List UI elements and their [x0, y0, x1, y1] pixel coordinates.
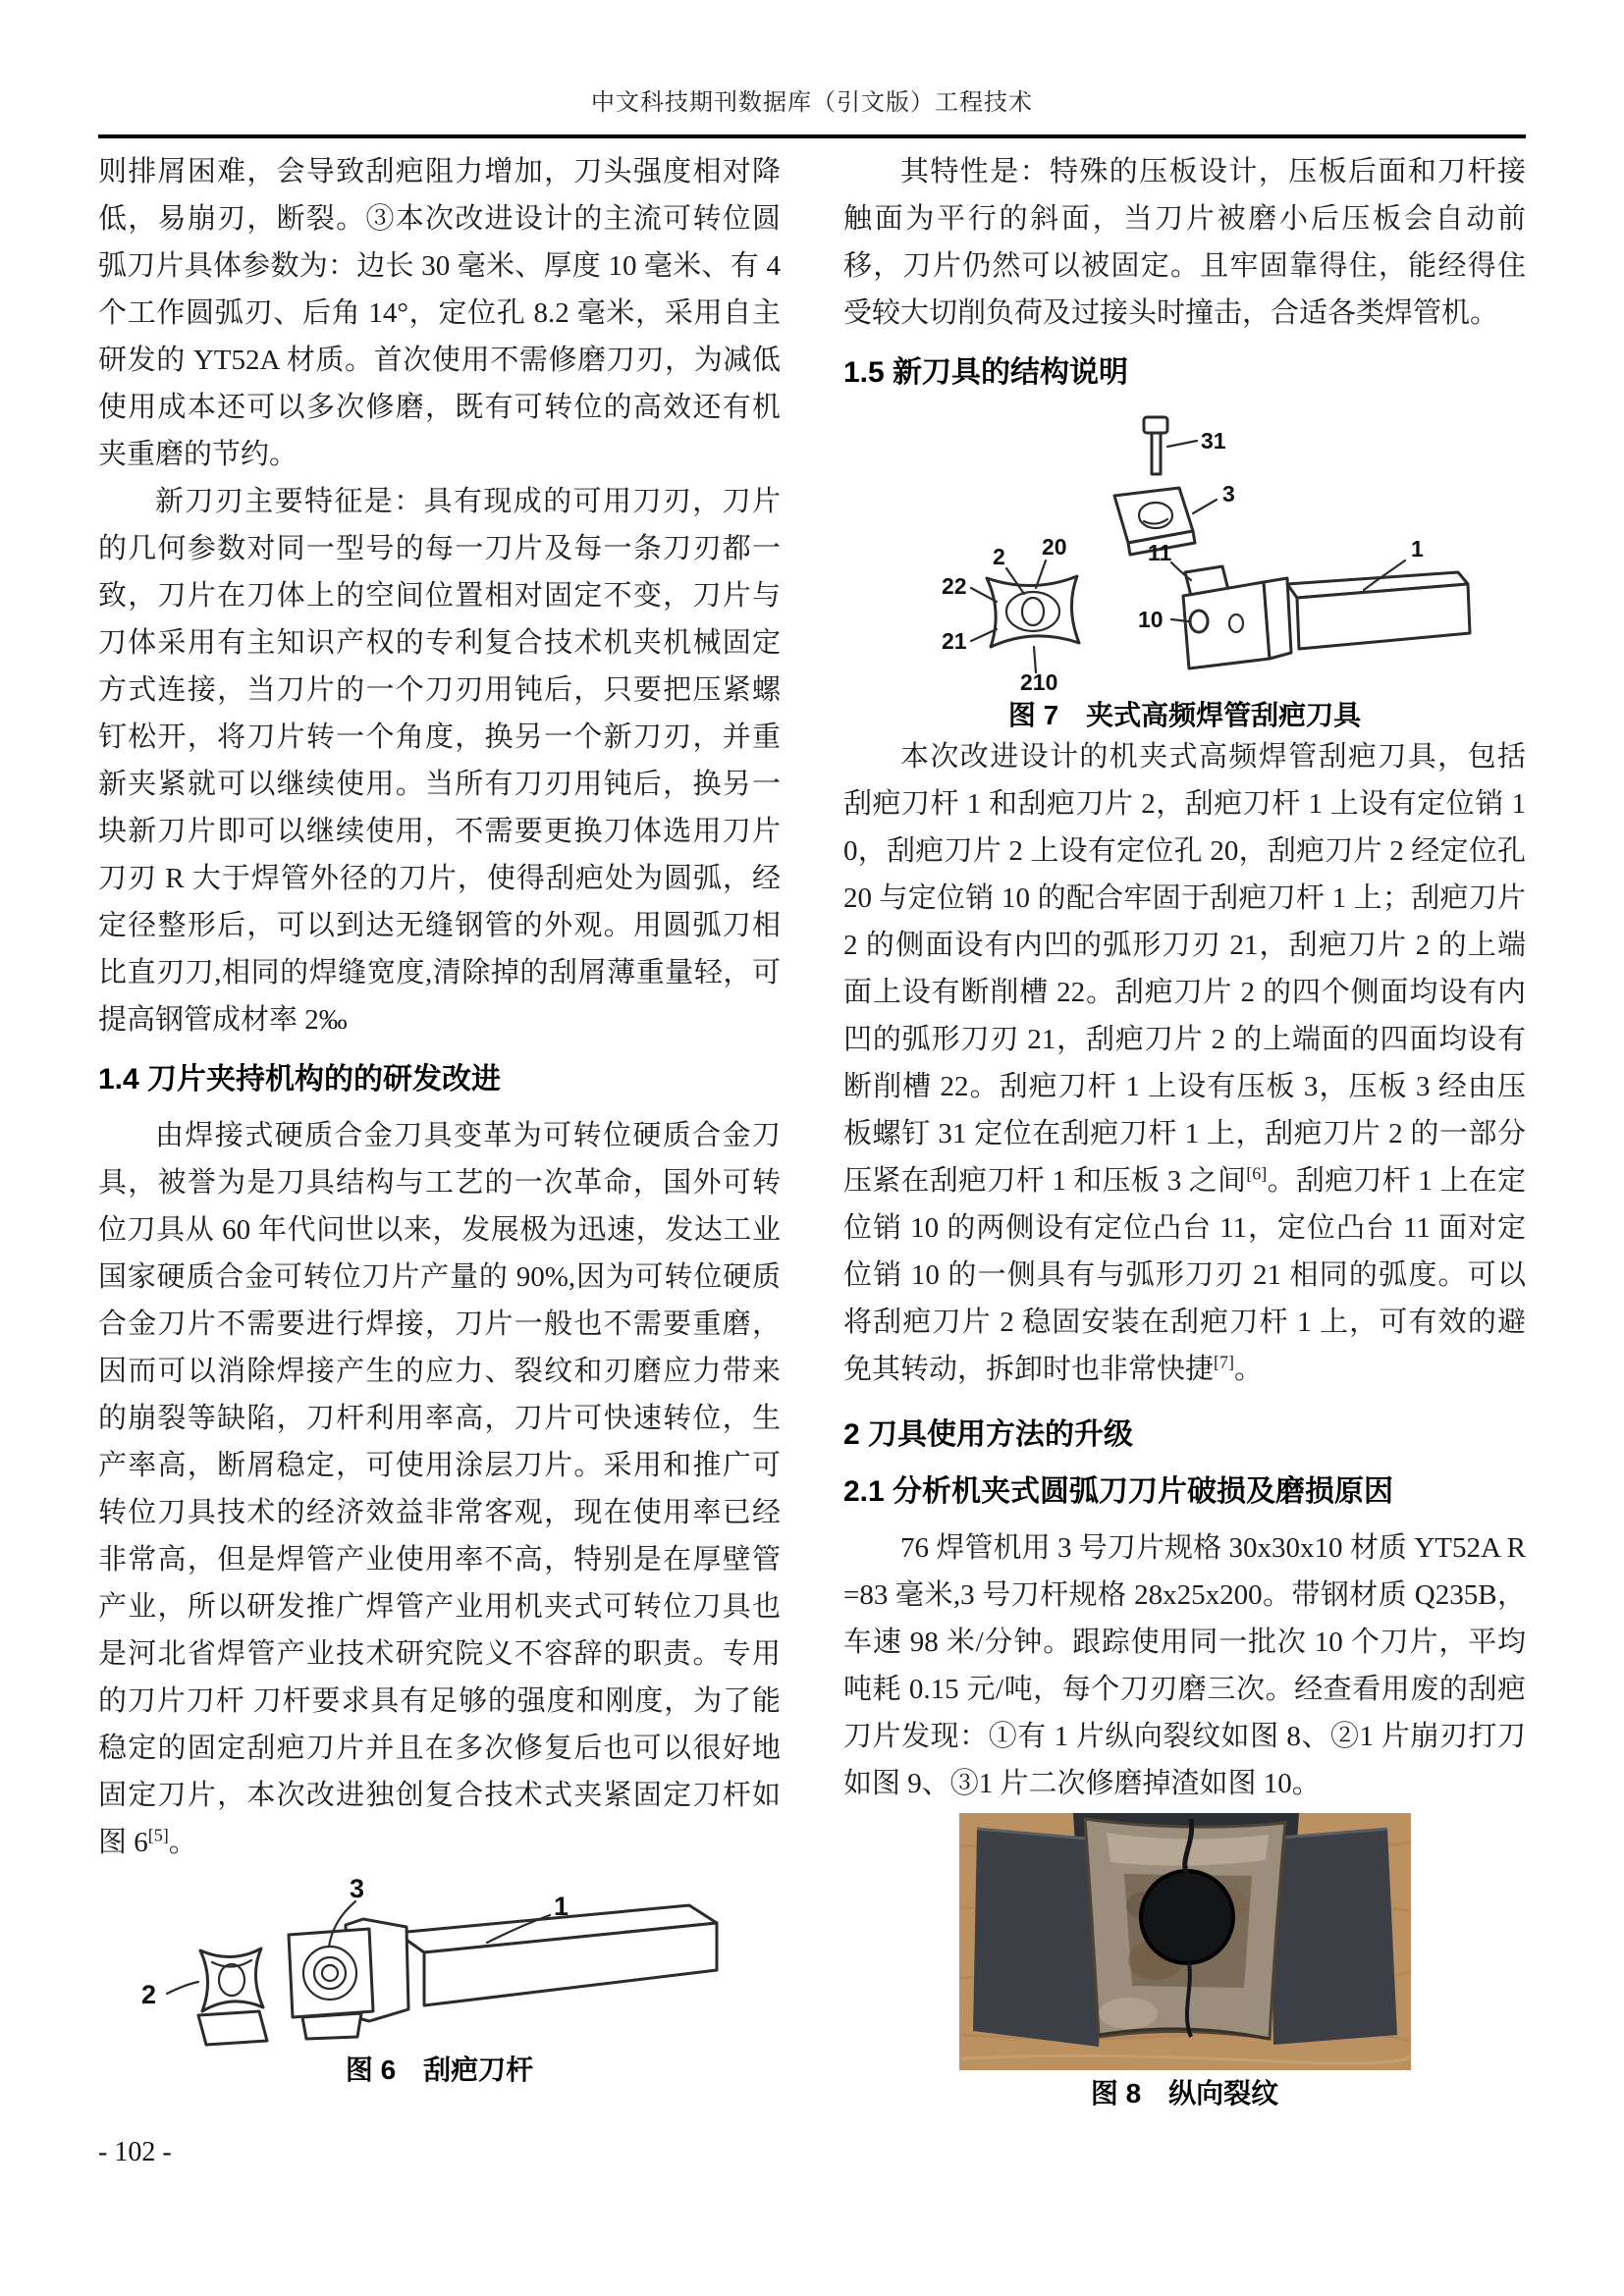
- header-rule: [98, 134, 1526, 138]
- fig6-insert-seat: [198, 2011, 267, 2045]
- fig7-label-boss: 11: [1147, 540, 1171, 565]
- fig7-collar: [1264, 578, 1291, 659]
- fig7-insert-outline: [987, 576, 1079, 647]
- fig7-label-edge: 21: [941, 628, 967, 654]
- fig7-label-groove: 22: [941, 573, 967, 599]
- right-column: [843, 148, 1526, 2168]
- fig7-label-pin: 10: [1137, 607, 1164, 632]
- figure-8-photo: [959, 1813, 1411, 2070]
- figure-6-drawing: [116, 1872, 764, 2047]
- fig7-pin: [1190, 611, 1208, 632]
- figure-8: [843, 1813, 1526, 2111]
- figure-8-caption: 图 8 纵向裂纹: [1090, 2078, 1279, 2109]
- fig6-lower-jaw: [302, 2013, 361, 2039]
- fig7-label-screw: 31: [1200, 428, 1226, 454]
- paragraph-tool-structure: 本次改进设计的机夹式高频焊管刮疤刀具，包括刮疤刀杆 1 和刮疤刀片 2，刮疤刀杆 1 上设有定位销 10，刮疤刀片 2 上设有定位孔 20，刮疤刀片 2 经定位孔 20 与定位销 10 的配合牢固于刮疤刀杆 1 上；刮疤刀片 2 的侧面设有内凹的弧形刀刃 21，刮疤刀片 2 的上端面上设有断削槽 22。刮疤刀片 2 的四个侧面均设有内凹的弧形刀刃 21，刮疤刀片 2 的上端面的四面均设有断削槽 22。刮疤刀杆 1 上设有压板 3，压板 3 经由压板螺钉 31 定位在刮疤刀杆 1 上，刮疤刀片 2 的一部分压紧在刮疤刀杆 1 和压板 3 之间[6]。刮疤刀杆 1 上在定位销 10 的两侧设有定位凸台 11，定位凸台 11 面对定位销 10 的一侧具有与弧形刀刃 21 相同的弧度。可以将刮疤刀片 2 稳固安装在刮疤刀杆 1 上，可有效的避免其转动，拆卸时也非常快捷[7]。: [843, 741, 1526, 1385]
- fig7-leader-31: [1167, 441, 1197, 447]
- paragraph-blade-parameters: 则排屑困难，会导致刮疤阻力增加，刀头强度相对降低，易崩刃，断裂。③本次改进设计的主流可转位圆弧刀片具体参数为：边长 30 毫米、厚度 10 毫米、有 4 个工作圆弧刃、后角 14°，定位孔 8.2 毫米，采用自主研发的 YT52A 材质。首次使用不需修磨刀刃，为减低使用成本还可以多次修磨，既有可转位的高效还有机夹重磨的节约。: [98, 156, 781, 470]
- fig8-sheen: [1099, 1998, 1158, 2029]
- two-column-body: [98, 148, 1526, 2168]
- fig8-right-block: [1270, 1829, 1397, 2045]
- figure-6-caption: 图 6 刮疤刀杆: [345, 2055, 534, 2085]
- figure-7-drawing: [881, 405, 1489, 692]
- figure-6: [98, 1872, 781, 2088]
- fig7-label-face: 210: [1019, 669, 1057, 692]
- fig7-label-hole: 20: [1041, 534, 1067, 560]
- fig7-label-insert: 2: [992, 544, 1005, 569]
- fig7-leader-3: [1193, 500, 1217, 513]
- page-header: 中文科技期刊数据库（引文版）工程技术: [591, 90, 1033, 116]
- fig6-leader-2: [167, 1982, 198, 1994]
- paragraph-new-edge-features: 新刀刃主要特征是：具有现成的可用刀刃，刀片的几何参数对同一型号的每一刀片及每一条刀刃都一致，刀片在刀体上的空间位置相对固定不变，刀片与刀体采用有主知识产权的专利复合技术机夹机械固定方式连接，当刀片的一个刀刃用钝后，只要把压紧螺钉松开，将刀片转一个角度，换另一个新刀刃，并重新夹紧就可以继续使用。当所有刀刃用钝后，换另一块新刀片即可以继续使用，不需要更换刀体选用刀片刀刃 R 大于焊管外径的刀片，使得刮疤处为圆弧，经定径整形后，可以到达无缝钢管的外观。用圆弧刀相比直刃刀,相同的焊缝宽度,清除掉的刮屑薄重量轻，可提高钢管成材率 2‰: [98, 486, 781, 1036]
- paragraph-clamp-development: 由焊接式硬质合金刀具变革为可转位硬质合金刀具，被誉为是刀具结构与工艺的一次革命，国外可转位刀具从 60 年代问世以来，发展极为迅速，发达工业国家硬质合金可转位刀片产量的 90%,因为可转位硬质合金刀片不需要进行焊接，刀片一般也不需要重磨，因而可以消除焊接产生的应力、裂纹和刃磨应力带来的崩裂等缺陷，刀杆利用率高，刀片可快速转位，生产率高，断屑稳定，可使用涂层刀片。采用和推广可转位刀具技术的经济效益非常客观，现在使用率已经非常高，但是焊管产业使用率不高，特别是在厚壁管产业，所以研发推广焊管产业用机夹式可转位刀具也是河北省焊管产业技术研究院义不容辞的职责。专用的刀片刀杆 刀杆要求具有足够的强度和刚度，为了能稳定的固定刮疤刀片并且在多次修复后也可以很好地固定刀片，本次改进独创复合技术式夹紧固定刀杆如图 6[5]。: [98, 1120, 781, 1858]
- page-number: - 102 -: [98, 2137, 172, 2167]
- figure-7-caption: 图 7 夹式高频焊管刮疤刀具: [1007, 700, 1362, 730]
- section-heading-1-5: 1.5 新刀具的结构说明: [843, 356, 1129, 389]
- fig7-screw-head: [1144, 417, 1167, 433]
- fig6-label-plate: 3: [349, 1874, 364, 1903]
- fig6-label-bar: 1: [553, 1892, 568, 1921]
- fig6-insert-outline: [200, 1949, 263, 2011]
- fig7-label-bar: 1: [1410, 536, 1424, 561]
- fig7-label-plate: 3: [1221, 481, 1235, 507]
- left-column: [98, 148, 781, 2168]
- fig6-label-insert: 2: [140, 1980, 156, 2009]
- paragraph-usage-analysis: 76 焊管机用 3 号刀片规格 30x30x10 材质 YT52A R=83 毫米,3 号刀杆规格 28x25x200。带钢材质 Q235B，车速 98 米/分钟。跟踪使用同一批次 10 个刀片，平均吨耗 0.15 元/吨，每个刀刃磨三次。经查看用废的刮疤刀片发现：①有 1 片纵向裂纹如图 8、②1 片崩刃打刀如图 9、③1 片二次修磨掉渣如图 10。: [843, 1532, 1526, 1799]
- section-heading-2: 2 刀具使用方法的升级: [843, 1418, 1134, 1451]
- paragraph-plate-characteristics: 其特性是：特殊的压板设计，压板后面和刀杆接触面为平行的斜面，当刀片被磨小后压板会自动前移，刀片仍然可以被固定。且牢固靠得住，能经得住受较大切削负荷及过接头时撞击，合适各类焊管机。: [843, 156, 1526, 329]
- fig7-screw-shaft: [1152, 433, 1161, 474]
- section-heading-1-4: 1.4 刀片夹持机构的的研发改进: [98, 1063, 502, 1095]
- figure-7: [843, 405, 1526, 733]
- section-heading-2-1: 2.1 分析机夹式圆弧刀刀片破损及磨损原因: [843, 1475, 1394, 1508]
